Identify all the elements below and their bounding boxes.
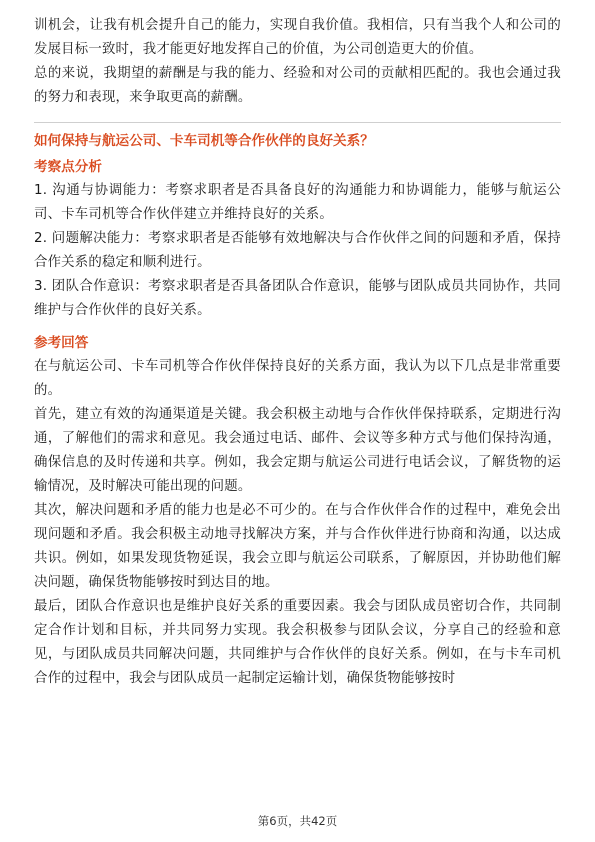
- question-title: 如何保持与航运公司、卡车司机等合作伙伴的良好关系？: [34, 133, 374, 149]
- analysis-item-2: 2. 问题解决能力：考察求职者是否能够有效地解决与合作伙伴之间的问题和矛盾，保持合作关系的稳定和顺利进行。: [34, 231, 561, 270]
- intro-paragraph-2: 总的来说，我期望的薪酬是与我的能力、经验和对公司的贡献相匹配的。我也会通过我的努力和表现，来争取更高的薪酬。: [34, 66, 561, 105]
- answer-heading: 参考回答: [34, 335, 89, 351]
- document-page: [34, 14, 561, 691]
- answer-paragraph-4: 最后，团队合作意识也是维护良好关系的重要因素。我会与团队成员密切合作，共同制定合作计划和目标，并共同努力实现。我会积极参与团队会议，分享自己的经验和意见，与团队成员共同解决问题，共同维护与合作伙伴的良好关系。例如，在与卡车司机合作的过程中，我会与团队成员一起制定运输计划，确保货物能够按时: [34, 599, 561, 686]
- analysis-item-1: 1. 沟通与协调能力：考察求职者是否具备良好的沟通能力和协调能力，能够与航运公司、卡车司机等合作伙伴建立并维持良好的关系。: [34, 183, 561, 222]
- intro-paragraph-1: 训机会，让我有机会提升自己的能力，实现自我价值。我相信，只有当我个人和公司的发展目标一致时，我才能更好地发挥自己的价值，为公司创造更大的价值。: [34, 18, 561, 57]
- answer-paragraph-1: 在与航运公司、卡车司机等合作伙伴保持良好的关系方面，我认为以下几点是非常重要的。: [34, 359, 561, 398]
- page-number: 第6页，共42页: [257, 814, 338, 828]
- analysis-heading: 考察点分析: [34, 159, 102, 175]
- answer-paragraph-3: 其次，解决问题和矛盾的能力也是必不可少的。在与合作伙伴合作的过程中，难免会出现问题和矛盾。我会积极主动地寻找解决方案，并与合作伙伴进行协商和沟通，以达成共识。例如，如果发现货物延误，我会立即与航运公司联系，了解原因，并协助他们解决问题，确保货物能够按时到达目的地。: [34, 503, 561, 590]
- analysis-item-3: 3. 团队合作意识：考察求职者是否具备团队合作意识，能够与团队成员共同协作，共同维护与合作伙伴的良好关系。: [34, 279, 561, 318]
- answer-paragraph-2: 首先，建立有效的沟通渠道是关键。我会积极主动地与合作伙伴保持联系，定期进行沟通，了解他们的需求和意见。我会通过电话、邮件、会议等多种方式与他们保持沟通，确保信息的及时传递和共享。例如，我会定期与航运公司进行电话会议，了解货物的运输情况，及时解决可能出现的问题。: [34, 407, 561, 494]
- spacer: [34, 323, 561, 331]
- section-divider: [34, 122, 561, 123]
